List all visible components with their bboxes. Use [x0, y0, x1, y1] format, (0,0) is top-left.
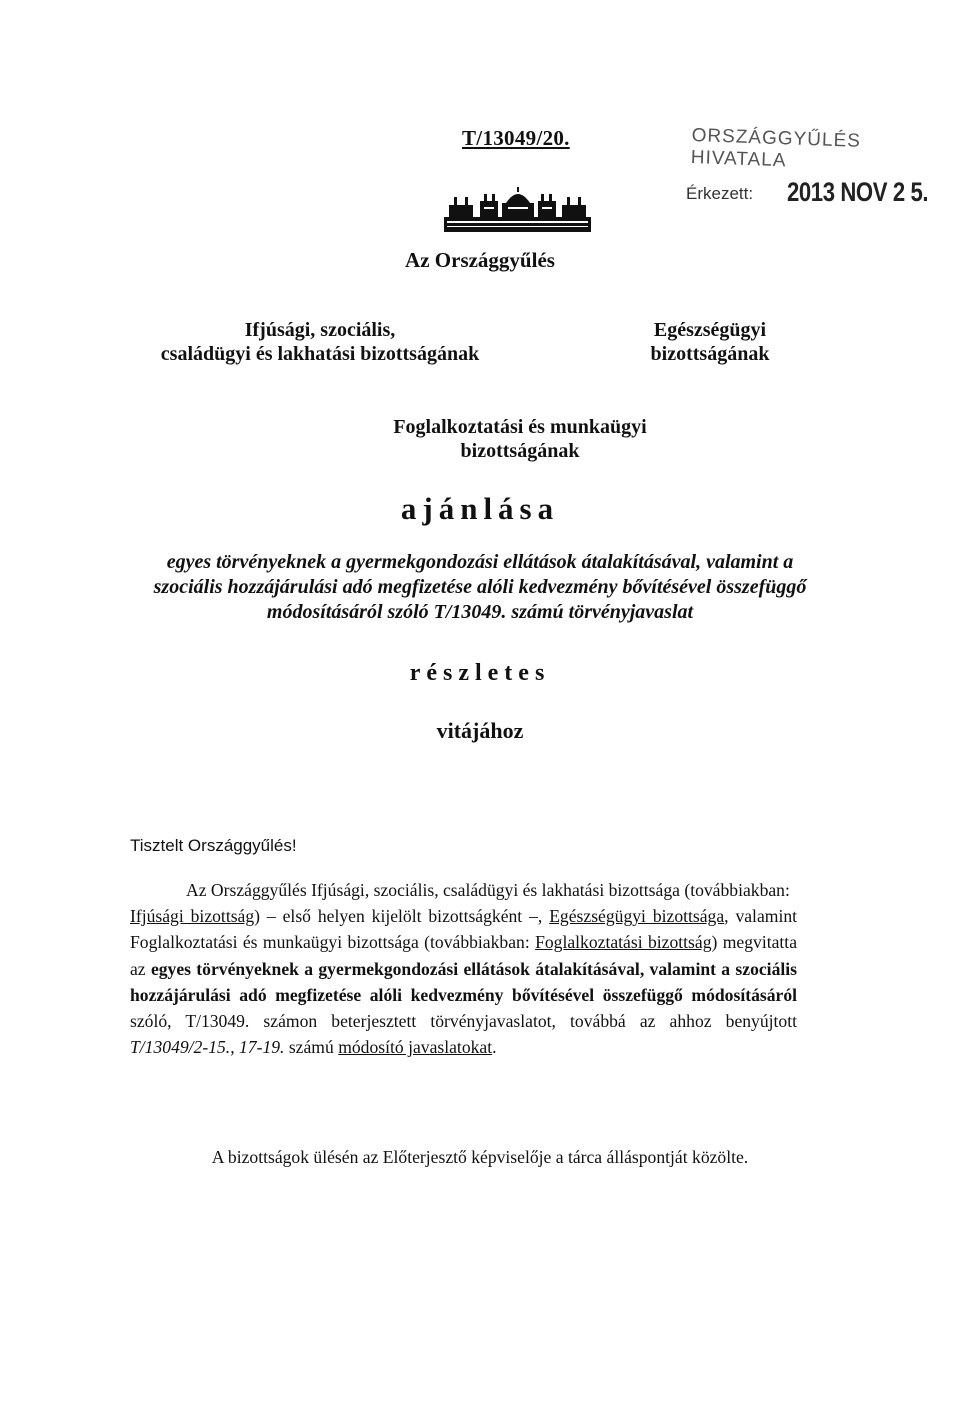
body-first-line: Az Országgyűlés Ifjúsági, szociális, családügyi és lakhatási bizottsága (továbbiakban: [186, 880, 790, 900]
body-text-2: , valamint Foglalkoztatási és munkaügyi bizottsága (továbbiakban: [130, 906, 798, 953]
committee-youth-social-line1: Ifjúsági, szociális, [244, 319, 396, 341]
committee-health [600, 318, 820, 366]
body-paragraph [130, 877, 797, 1060]
bill-title-bold: egyes törvényeknek a gyermekgondozási ellátások átalakításával, valamint a szociális hozzájárulási adó megfizetése alóli kedvezmény bővítésével összefüggő módosításáról [130, 958, 797, 1005]
committee-employment-line1: Foglalkoztatási és munkaügyi [393, 416, 647, 438]
amendment-reference: T/13049/2-15., 17-19. [130, 1037, 285, 1058]
assembly-title: Az Országgyűlés [405, 248, 555, 272]
body-text-1: ) – első helyen kijelölt bizottságként –, [254, 906, 550, 927]
stamp-office: ORSZÁGGYŰLÉS HIVATALA [690, 125, 862, 172]
document-subtitle: részletes [409, 660, 551, 686]
health-committee-short-name: Egészségügyi bizottsága [549, 906, 725, 927]
document-number: T/13049/20. [462, 126, 570, 150]
youth-committee-short-name: Ifjúsági bizottság [130, 906, 255, 927]
stamp-received-label: Érkezett: [686, 184, 754, 203]
employment-committee-short-name: Foglalkoztatási bizottság [535, 932, 712, 953]
bill-subject: egyes törvényeknek a gyermekgondozási ellátások átalakításával, valamint a szociális hozzájárulási adó megfizetése alóli kedvezmény bővítésével összefüggő módosításáról szóló T/13049. számú törvényjavaslat [153, 551, 807, 623]
body-text-4: szóló, T/13049. számon beterjesztett törvényjavaslatot, továbbá az ahhoz benyújtott [130, 1011, 797, 1032]
committee-health-line2: bizottságának [650, 343, 770, 365]
parliament-building-icon [444, 187, 591, 232]
amendments-link: módosító javaslatokat [338, 1037, 493, 1058]
body-text-3: ) megvitatta az [130, 932, 797, 979]
document-title: ajánlása [400, 491, 560, 526]
committee-employment-line2: bizottságának [460, 440, 580, 462]
committee-youth-social-line2: családügyi és lakhatási bizottságának [160, 343, 480, 365]
document-subtitle-2: vitájához [436, 718, 524, 743]
salutation: Tisztelt Országgyűlés! [130, 836, 297, 855]
committee-employment [330, 415, 710, 463]
stamp-received-date: 2013 NOV 2 5. [787, 177, 929, 207]
committee-youth-social [130, 318, 510, 366]
closing-paragraph: A bizottságok ülésén az Előterjesztő képviselője a tárca álláspontját közölte. [211, 1147, 749, 1167]
body-text-6: . [492, 1037, 497, 1058]
committee-health-line1: Egészségügyi [653, 319, 767, 341]
body-text-5: számú [284, 1037, 339, 1058]
